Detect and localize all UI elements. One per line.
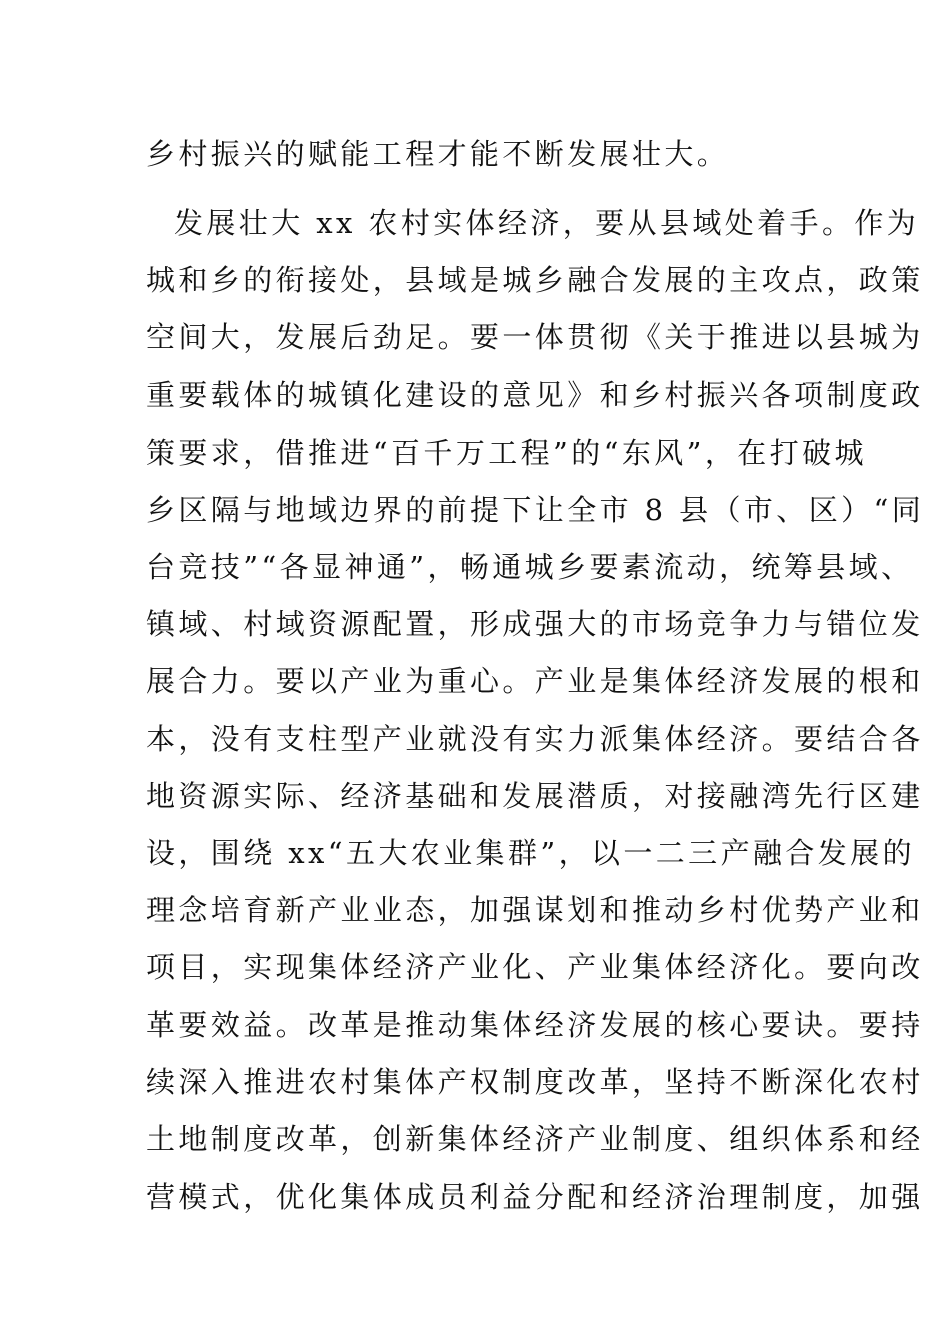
text-line-7: 乡区隔与地域边界的前提下让全市 8 县（市、区）“同 [146,493,925,527]
text-line-2: 发展壮大 xx 农村实体经济，要从县域处着手。作为 [174,206,920,240]
text-line-1: 乡村振兴的赋能工程才能不断发展壮大。 [146,137,730,171]
text-line-14: 理念培育新产业业态，加强谋划和推动乡村优势产业和 [146,893,924,927]
text-line-8: 台竞技”“各显神通”，畅通城乡要素流动，统筹县域、 [146,550,914,584]
text-line-4: 空间大，发展后劲足。要一体贯彻《关于推进以县城为 [146,320,924,354]
text-line-16: 革要效益。改革是推动集体经济发展的核心要诀。要持 [146,1008,924,1042]
text-line-6: 策要求，借推进“百千万工程”的“东风”，在打破城 [146,436,867,470]
text-line-19: 营模式，优化集体成员利益分配和经济治理制度，加强 [146,1180,924,1214]
text-line-5: 重要载体的城镇化建设的意见》和乡村振兴各项制度政 [146,378,924,412]
text-line-15: 项目，实现集体经济产业化、产业集体经济化。要向改 [146,950,924,984]
text-line-3: 城和乡的衔接处，县域是城乡融合发展的主攻点，政策 [146,263,924,297]
text-line-18: 土地制度改革，创新集体经济产业制度、组织体系和经 [146,1122,924,1156]
text-line-9: 镇域、村域资源配置，形成强大的市场竞争力与错位发 [146,607,924,641]
text-line-13: 设，围绕 xx“五大农业集群”，以一二三产融合发展的 [146,836,915,870]
text-line-10: 展合力。要以产业为重心。产业是集体经济发展的根和 [146,664,924,698]
text-line-17: 续深入推进农村集体产权制度改革，坚持不断深化农村 [146,1065,924,1099]
text-line-12: 地资源实际、经济基础和发展潜质，对接融湾先行区建 [146,779,924,813]
text-line-11: 本，没有支柱型产业就没有实力派集体经济。要结合各 [146,722,924,756]
